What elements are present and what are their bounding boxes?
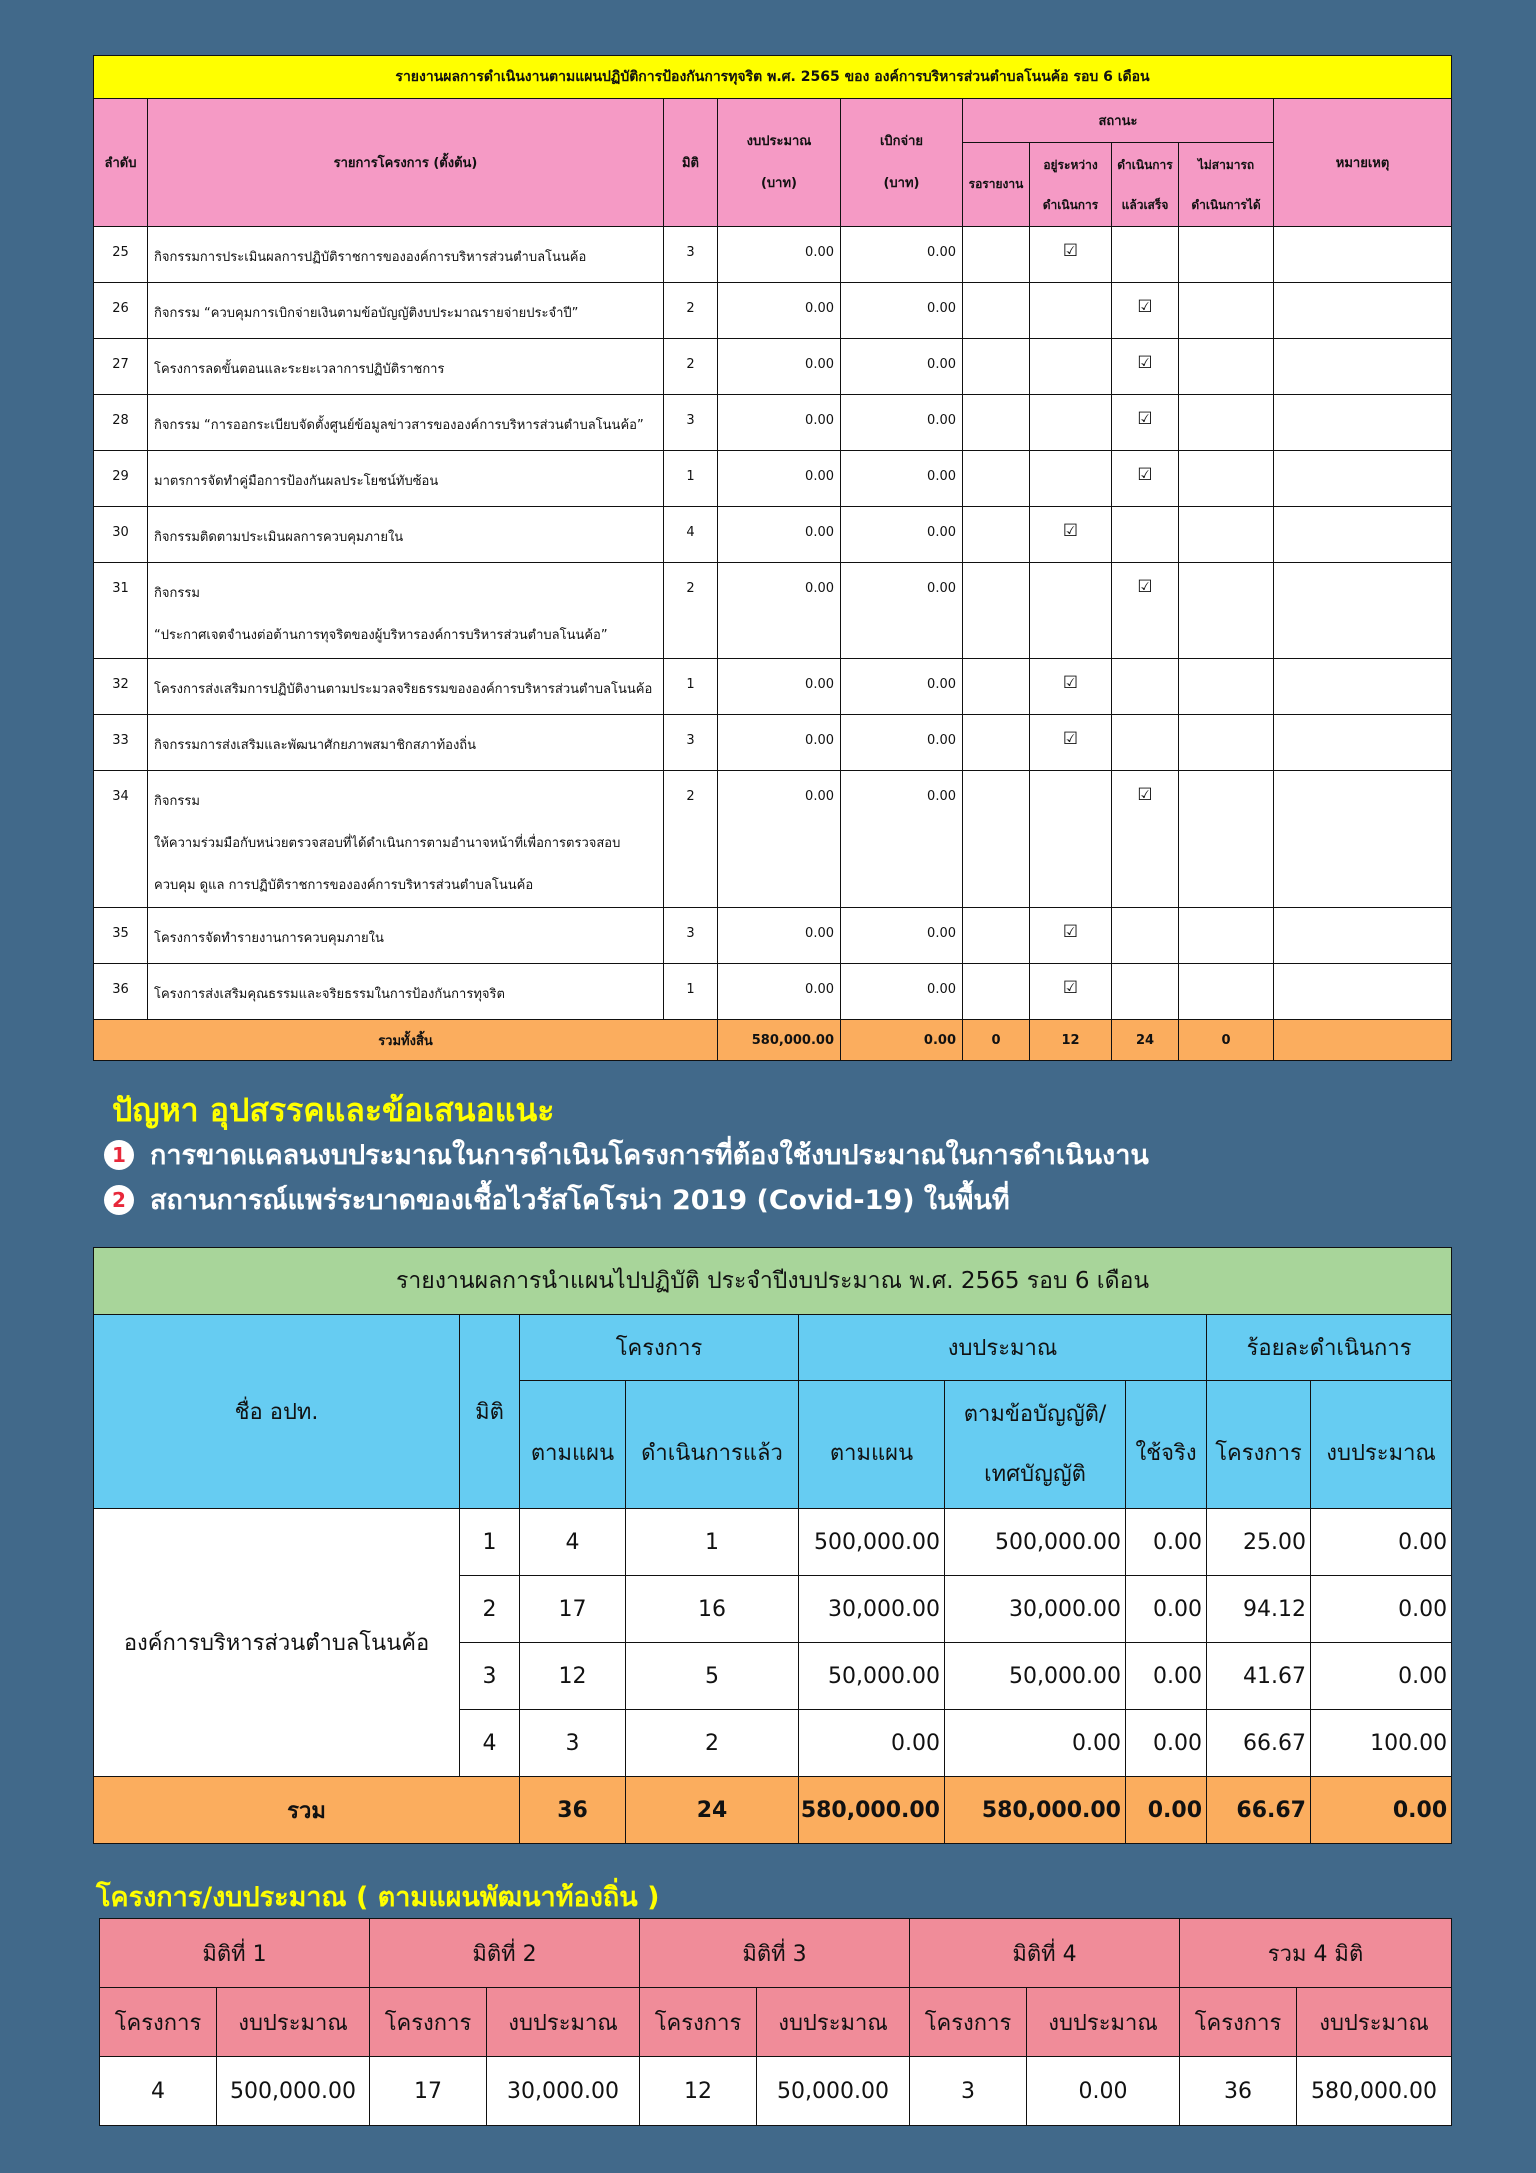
- row-status-cannot: [1179, 964, 1274, 1020]
- row-project: [148, 659, 664, 715]
- sub-header-budget: งบประมาณ: [757, 1988, 910, 2057]
- anti-corruption-report-table: [93, 55, 1452, 1061]
- project-line: โครงการส่งเสริมคุณธรรมและจริยธรรมในการป้องกันการทุจริต: [154, 987, 505, 1002]
- row-status-done: [1112, 227, 1179, 283]
- project-line: กิจกรรม: [154, 794, 200, 809]
- table2-title: รายงานผลการนำแผนไปปฏิบัติ ประจำปีงบประมาณ พ.ศ. 2565 รอบ 6 เดือน: [94, 1248, 1452, 1315]
- row-no: 36: [94, 964, 148, 1020]
- value-budget: 30,000.00: [487, 2057, 640, 2126]
- group-header: มิติที่ 2: [370, 1919, 640, 1988]
- value-projects: 12: [640, 2057, 757, 2126]
- checkbox-checked-icon: ☑: [1137, 465, 1153, 485]
- row-dim: 3: [664, 227, 718, 283]
- row-status-doing: [1030, 771, 1112, 908]
- value-budget: 500,000.00: [217, 2057, 370, 2126]
- row-status-done: [1112, 563, 1179, 659]
- row-status-cannot: [1179, 507, 1274, 563]
- row-status-wait: [963, 339, 1030, 395]
- project-line: โครงการส่งเสริมการปฏิบัติงานตามประมวลจริยธรรมขององค์การบริหารส่วนตำบลโนนค้อ: [154, 682, 653, 697]
- row-project: [148, 507, 664, 563]
- row-spent: 0.00: [841, 771, 963, 908]
- row-remark: [1274, 227, 1452, 283]
- row-project: [148, 451, 664, 507]
- total-bylaw: 580,000.00: [945, 1777, 1126, 1844]
- row-remark: [1274, 771, 1452, 908]
- table-row: [94, 563, 1452, 659]
- row-dim: 1: [664, 451, 718, 507]
- sub-header-budget: งบประมาณ: [217, 1988, 370, 2057]
- row-status-doing: [1030, 908, 1112, 964]
- row-status-wait: [963, 507, 1030, 563]
- row-dim: 1: [664, 659, 718, 715]
- sub-header-projects: โครงการ: [100, 1988, 217, 2057]
- total-budget-plan: 580,000.00: [799, 1777, 945, 1844]
- row-status-wait: [963, 908, 1030, 964]
- table3-title: โครงการ/งบประมาณ ( ตามแผนพัฒนาท้องถิ่น ): [96, 1882, 660, 1913]
- row-status-doing: [1030, 227, 1112, 283]
- row-budget: 0.00: [718, 908, 841, 964]
- row-status-cannot: [1179, 227, 1274, 283]
- row-spent: 0.00: [841, 715, 963, 771]
- row-remark: [1274, 908, 1452, 964]
- row-dim: 2: [664, 771, 718, 908]
- row-project: [148, 283, 664, 339]
- row-no: 26: [94, 283, 148, 339]
- project-line: ควบคุม ดูแล การปฏิบัติราชการขององค์การบริหารส่วนตำบลโนนค้อ: [154, 878, 534, 893]
- row-budget: 0.00: [718, 771, 841, 908]
- header-used: ใช้จริง: [1126, 1381, 1207, 1509]
- total-remark: [1274, 1020, 1452, 1061]
- dimension-summary-table: [99, 1918, 1452, 2126]
- table-row: [94, 507, 1452, 563]
- header-percent-project: โครงการ: [1207, 1381, 1311, 1509]
- row-no: 31: [94, 563, 148, 659]
- row-spent: 0.00: [841, 283, 963, 339]
- row-project: [148, 563, 664, 659]
- table-row: [94, 659, 1452, 715]
- row-status-wait: [963, 283, 1030, 339]
- implementation-report-table: [93, 1247, 1452, 1844]
- row-budget-plan: 30,000.00: [799, 1576, 945, 1643]
- row-status-done: [1112, 964, 1179, 1020]
- row-budget: 0.00: [718, 451, 841, 507]
- value-projects: 3: [910, 2057, 1027, 2126]
- header-budget: งบประมาณ: [799, 1315, 1207, 1381]
- row-spent: 0.00: [841, 395, 963, 451]
- problem-item: [104, 1133, 1149, 1176]
- row-status-doing: [1030, 451, 1112, 507]
- row-status-doing: [1030, 507, 1112, 563]
- row-status-doing: [1030, 715, 1112, 771]
- row-status-cannot: [1179, 771, 1274, 908]
- row-project: [148, 908, 664, 964]
- header-remark: หมายเหตุ: [1274, 99, 1452, 227]
- project-line: กิจกรรมติดตามประเมินผลการควบคุมภายใน: [154, 530, 404, 545]
- row-status-wait: [963, 563, 1030, 659]
- checkbox-checked-icon: ☑: [1137, 297, 1153, 317]
- row-no: 27: [94, 339, 148, 395]
- row-remark: [1274, 395, 1452, 451]
- checkbox-checked-icon: ☑: [1062, 729, 1079, 749]
- row-spent: 0.00: [841, 339, 963, 395]
- row-status-wait: [963, 771, 1030, 908]
- row-status-doing: [1030, 339, 1112, 395]
- table-row: [94, 964, 1452, 1020]
- checkbox-checked-icon: ☑: [1062, 978, 1079, 998]
- total-budget: 580,000.00: [718, 1020, 841, 1061]
- row-status-cannot: [1179, 563, 1274, 659]
- sub-header-projects: โครงการ: [1180, 1988, 1297, 2057]
- total-done: 24: [1112, 1020, 1179, 1061]
- row-status-done: [1112, 339, 1179, 395]
- row-budget: 0.00: [718, 659, 841, 715]
- row-budget-plan: 500,000.00: [799, 1509, 945, 1576]
- row-spent: 0.00: [841, 908, 963, 964]
- project-line: โครงการจัดทำรายงานการควบคุมภายใน: [154, 931, 384, 946]
- header-dim: มิติ: [460, 1315, 520, 1509]
- row-percent-project: 66.67: [1207, 1710, 1311, 1777]
- row-project: [148, 964, 664, 1020]
- table-row: [94, 339, 1452, 395]
- row-spent: 0.00: [841, 451, 963, 507]
- row-done: 1: [626, 1509, 799, 1576]
- row-percent-budget: 0.00: [1311, 1576, 1452, 1643]
- table-row: [94, 395, 1452, 451]
- table-row: [94, 715, 1452, 771]
- row-spent: 0.00: [841, 507, 963, 563]
- row-plan: 3: [520, 1710, 626, 1777]
- value-projects: 36: [1180, 2057, 1297, 2126]
- total-label: รวม: [94, 1777, 520, 1844]
- row-dim: 4: [664, 507, 718, 563]
- row-project: [148, 227, 664, 283]
- problems-title: ปัญหา อุปสรรคและข้อเสนอแนะ: [112, 1091, 555, 1129]
- row-status-done: [1112, 451, 1179, 507]
- group-header: มิติที่ 1: [100, 1919, 370, 1988]
- table-row: [94, 1509, 1452, 1576]
- row-status-cannot: [1179, 659, 1274, 715]
- row-dim: 2: [664, 563, 718, 659]
- header-plan: ตามแผน: [520, 1381, 626, 1509]
- table-row: [94, 908, 1452, 964]
- sub-header-projects: โครงการ: [910, 1988, 1027, 2057]
- row-project: [148, 771, 664, 908]
- row-done: 2: [626, 1710, 799, 1777]
- table-row: [94, 283, 1452, 339]
- checkbox-checked-icon: ☑: [1137, 785, 1153, 805]
- header-status: สถานะ: [963, 99, 1274, 143]
- row-spent: 0.00: [841, 227, 963, 283]
- row-budget: 0.00: [718, 964, 841, 1020]
- row-percent-project: 25.00: [1207, 1509, 1311, 1576]
- row-remark: [1274, 451, 1452, 507]
- sub-header-projects: โครงการ: [370, 1988, 487, 2057]
- row-spent: 0.00: [841, 964, 963, 1020]
- row-spent: 0.00: [841, 659, 963, 715]
- header-dim: มิติ: [664, 99, 718, 227]
- row-done: 5: [626, 1643, 799, 1710]
- row-bylaw: 50,000.00: [945, 1643, 1126, 1710]
- checkbox-checked-icon: ☑: [1062, 521, 1079, 541]
- group-header: มิติที่ 3: [640, 1919, 910, 1988]
- row-dim: 3: [664, 715, 718, 771]
- row-status-done: [1112, 715, 1179, 771]
- row-status-doing: [1030, 659, 1112, 715]
- row-remark: [1274, 659, 1452, 715]
- sub-header-budget: งบประมาณ: [1297, 1988, 1452, 2057]
- row-dim: 2: [664, 339, 718, 395]
- row-no: 28: [94, 395, 148, 451]
- row-no: 25: [94, 227, 148, 283]
- project-line: โครงการลดขั้นตอนและระยะเวลาการปฏิบัติราชการ: [154, 362, 445, 377]
- row-bylaw: 500,000.00: [945, 1509, 1126, 1576]
- row-dim: 1: [460, 1509, 520, 1576]
- total-spent: 0.00: [841, 1020, 963, 1061]
- total-done: 24: [626, 1777, 799, 1844]
- row-dim: 2: [664, 283, 718, 339]
- project-line: กิจกรรมการส่งเสริมและพัฒนาศักยภาพสมาชิกสภาท้องถิ่น: [154, 738, 477, 753]
- header-projects: โครงการ: [520, 1315, 799, 1381]
- header-project: รายการโครงการ (ตั้งต้น): [148, 99, 664, 227]
- row-plan: 12: [520, 1643, 626, 1710]
- row-remark: [1274, 507, 1452, 563]
- header-budget-plan: ตามแผน: [799, 1381, 945, 1509]
- row-used: 0.00: [1126, 1576, 1207, 1643]
- total-doing: 12: [1030, 1020, 1112, 1061]
- row-status-done: [1112, 395, 1179, 451]
- header-percent: ร้อยละดำเนินการ: [1207, 1315, 1452, 1381]
- row-status-wait: [963, 395, 1030, 451]
- problem-text: สถานการณ์แพร่ระบาดของเชื้อไวรัสโคโรน่า 2019 (Covid-19) ในพื้นที่: [150, 1185, 1010, 1216]
- value-projects: 4: [100, 2057, 217, 2126]
- row-status-wait: [963, 715, 1030, 771]
- row-budget: 0.00: [718, 283, 841, 339]
- total-percent-budget: 0.00: [1311, 1777, 1452, 1844]
- org-name: องค์การบริหารส่วนตำบลโนนค้อ: [94, 1509, 460, 1777]
- row-project: [148, 715, 664, 771]
- row-budget: 0.00: [718, 507, 841, 563]
- header-no: ลำดับ: [94, 99, 148, 227]
- row-status-doing: [1030, 563, 1112, 659]
- checkbox-checked-icon: ☑: [1062, 922, 1079, 942]
- row-status-wait: [963, 451, 1030, 507]
- row-budget: 0.00: [718, 715, 841, 771]
- checkbox-checked-icon: ☑: [1137, 409, 1153, 429]
- row-status-cannot: [1179, 451, 1274, 507]
- header-percent-budget: งบประมาณ: [1311, 1381, 1452, 1509]
- row-percent-project: 94.12: [1207, 1576, 1311, 1643]
- row-dim: 2: [460, 1576, 520, 1643]
- row-remark: [1274, 715, 1452, 771]
- group-header: มิติที่ 4: [910, 1919, 1180, 1988]
- project-line: “ประกาศเจตจำนงต่อต้านการทุจริตของผู้บริหารองค์การบริหารส่วนตำบลโนนค้อ”: [154, 628, 608, 643]
- checkbox-checked-icon: ☑: [1137, 353, 1153, 373]
- header-budget: งบประมาณ (บาท): [718, 99, 841, 227]
- report-title: รายงานผลการดำเนินงานตามแผนปฏิบัติการป้องกันการทุจริต พ.ศ. 2565 ของ องค์การบริหารส่วนตำบลโนนค้อ รอบ 6 เดือน: [94, 56, 1452, 99]
- sub-header-budget: งบประมาณ: [487, 1988, 640, 2057]
- project-line: ให้ความร่วมมือกับหน่วยตรวจสอบที่ได้ดำเนินการตามอำนาจหน้าที่เพื่อการตรวจสอบ: [154, 836, 621, 851]
- row-budget: 0.00: [718, 339, 841, 395]
- row-dim: 4: [460, 1710, 520, 1777]
- row-remark: [1274, 964, 1452, 1020]
- row-used: 0.00: [1126, 1509, 1207, 1576]
- row-status-doing: [1030, 395, 1112, 451]
- row-plan: 4: [520, 1509, 626, 1576]
- problem-item: [104, 1178, 1010, 1221]
- row-project: [148, 395, 664, 451]
- row-budget-plan: 0.00: [799, 1710, 945, 1777]
- row-no: 32: [94, 659, 148, 715]
- total-plan: 36: [520, 1777, 626, 1844]
- total-cannot: 0: [1179, 1020, 1274, 1061]
- row-status-wait: [963, 227, 1030, 283]
- row-status-cannot: [1179, 715, 1274, 771]
- header-status-done: ดำเนินการ แล้วเสร็จ: [1112, 143, 1179, 227]
- row-status-done: [1112, 771, 1179, 908]
- group-header: รวม 4 มิติ: [1180, 1919, 1452, 1988]
- row-bylaw: 30,000.00: [945, 1576, 1126, 1643]
- row-budget: 0.00: [718, 395, 841, 451]
- value-budget: 0.00: [1027, 2057, 1180, 2126]
- row-no: 33: [94, 715, 148, 771]
- header-status-doing: อยู่ระหว่าง ดำเนินการ: [1030, 143, 1112, 227]
- project-line: มาตรการจัดทำคู่มือการป้องกันผลประโยชน์ทับซ้อน: [154, 474, 439, 489]
- row-status-done: [1112, 659, 1179, 715]
- row-status-cannot: [1179, 283, 1274, 339]
- row-status-done: [1112, 507, 1179, 563]
- table-row: [94, 451, 1452, 507]
- row-status-wait: [963, 964, 1030, 1020]
- checkbox-checked-icon: ☑: [1137, 577, 1153, 597]
- row-percent-project: 41.67: [1207, 1643, 1311, 1710]
- row-status-wait: [963, 659, 1030, 715]
- header-org-name: ชื่อ อปท.: [94, 1315, 460, 1509]
- problem-text: การขาดแคลนงบประมาณในการดำเนินโครงการที่ต้องใช้งบประมาณในการดำเนินงาน: [150, 1140, 1149, 1171]
- row-dim: 3: [664, 908, 718, 964]
- header-status-cannot: ไม่สามารถ ดำเนินการได้: [1179, 143, 1274, 227]
- row-remark: [1274, 283, 1452, 339]
- sub-header-projects: โครงการ: [640, 1988, 757, 2057]
- row-spent: 0.00: [841, 563, 963, 659]
- header-bylaw: ตามข้อบัญญัติ/ เทศบัญญัติ: [945, 1381, 1126, 1509]
- row-status-cannot: [1179, 339, 1274, 395]
- row-percent-budget: 100.00: [1311, 1710, 1452, 1777]
- row-budget: 0.00: [718, 227, 841, 283]
- row-no: 30: [94, 507, 148, 563]
- project-line: กิจกรรม “ควบคุมการเบิกจ่ายเงินตามข้อบัญญัติงบประมาณรายจ่ายประจำปี”: [154, 306, 579, 321]
- number-badge: 1: [104, 1140, 134, 1170]
- row-status-done: [1112, 908, 1179, 964]
- row-dim: 3: [664, 395, 718, 451]
- table-row: [94, 771, 1452, 908]
- row-budget-plan: 50,000.00: [799, 1643, 945, 1710]
- checkbox-checked-icon: ☑: [1062, 241, 1079, 261]
- table-row: [94, 227, 1452, 283]
- row-status-cannot: [1179, 395, 1274, 451]
- row-remark: [1274, 339, 1452, 395]
- number-badge: 2: [104, 1185, 134, 1215]
- row-used: 0.00: [1126, 1710, 1207, 1777]
- row-dim: 1: [664, 964, 718, 1020]
- row-budget: 0.00: [718, 563, 841, 659]
- row-project: [148, 339, 664, 395]
- row-bylaw: 0.00: [945, 1710, 1126, 1777]
- total-used: 0.00: [1126, 1777, 1207, 1844]
- row-no: 29: [94, 451, 148, 507]
- row-done: 16: [626, 1576, 799, 1643]
- row-status-doing: [1030, 964, 1112, 1020]
- total-wait: 0: [963, 1020, 1030, 1061]
- header-done: ดำเนินการแล้ว: [626, 1381, 799, 1509]
- header-status-wait: รอรายงาน: [963, 143, 1030, 227]
- value-budget: 580,000.00: [1297, 2057, 1452, 2126]
- row-percent-budget: 0.00: [1311, 1643, 1452, 1710]
- row-used: 0.00: [1126, 1643, 1207, 1710]
- value-projects: 17: [370, 2057, 487, 2126]
- row-remark: [1274, 563, 1452, 659]
- row-percent-budget: 0.00: [1311, 1509, 1452, 1576]
- sub-header-budget: งบประมาณ: [1027, 1988, 1180, 2057]
- row-no: 34: [94, 771, 148, 908]
- row-status-done: [1112, 283, 1179, 339]
- total-percent-project: 66.67: [1207, 1777, 1311, 1844]
- row-status-cannot: [1179, 908, 1274, 964]
- header-spent: เบิกจ่าย (บาท): [841, 99, 963, 227]
- row-plan: 17: [520, 1576, 626, 1643]
- row-dim: 3: [460, 1643, 520, 1710]
- project-line: กิจกรรมการประเมินผลการปฏิบัติราชการขององค์การบริหารส่วนตำบลโนนค้อ: [154, 250, 587, 265]
- row-status-doing: [1030, 283, 1112, 339]
- total-label: รวมทั้งสิ้น: [94, 1020, 718, 1061]
- checkbox-checked-icon: ☑: [1062, 673, 1079, 693]
- row-no: 35: [94, 908, 148, 964]
- project-line: กิจกรรม “การออกระเบียบจัดตั้งศูนย์ข้อมูลข่าวสารขององค์การบริหารส่วนตำบลโนนค้อ”: [154, 418, 644, 433]
- value-budget: 50,000.00: [757, 2057, 910, 2126]
- project-line: กิจกรรม: [154, 586, 200, 601]
